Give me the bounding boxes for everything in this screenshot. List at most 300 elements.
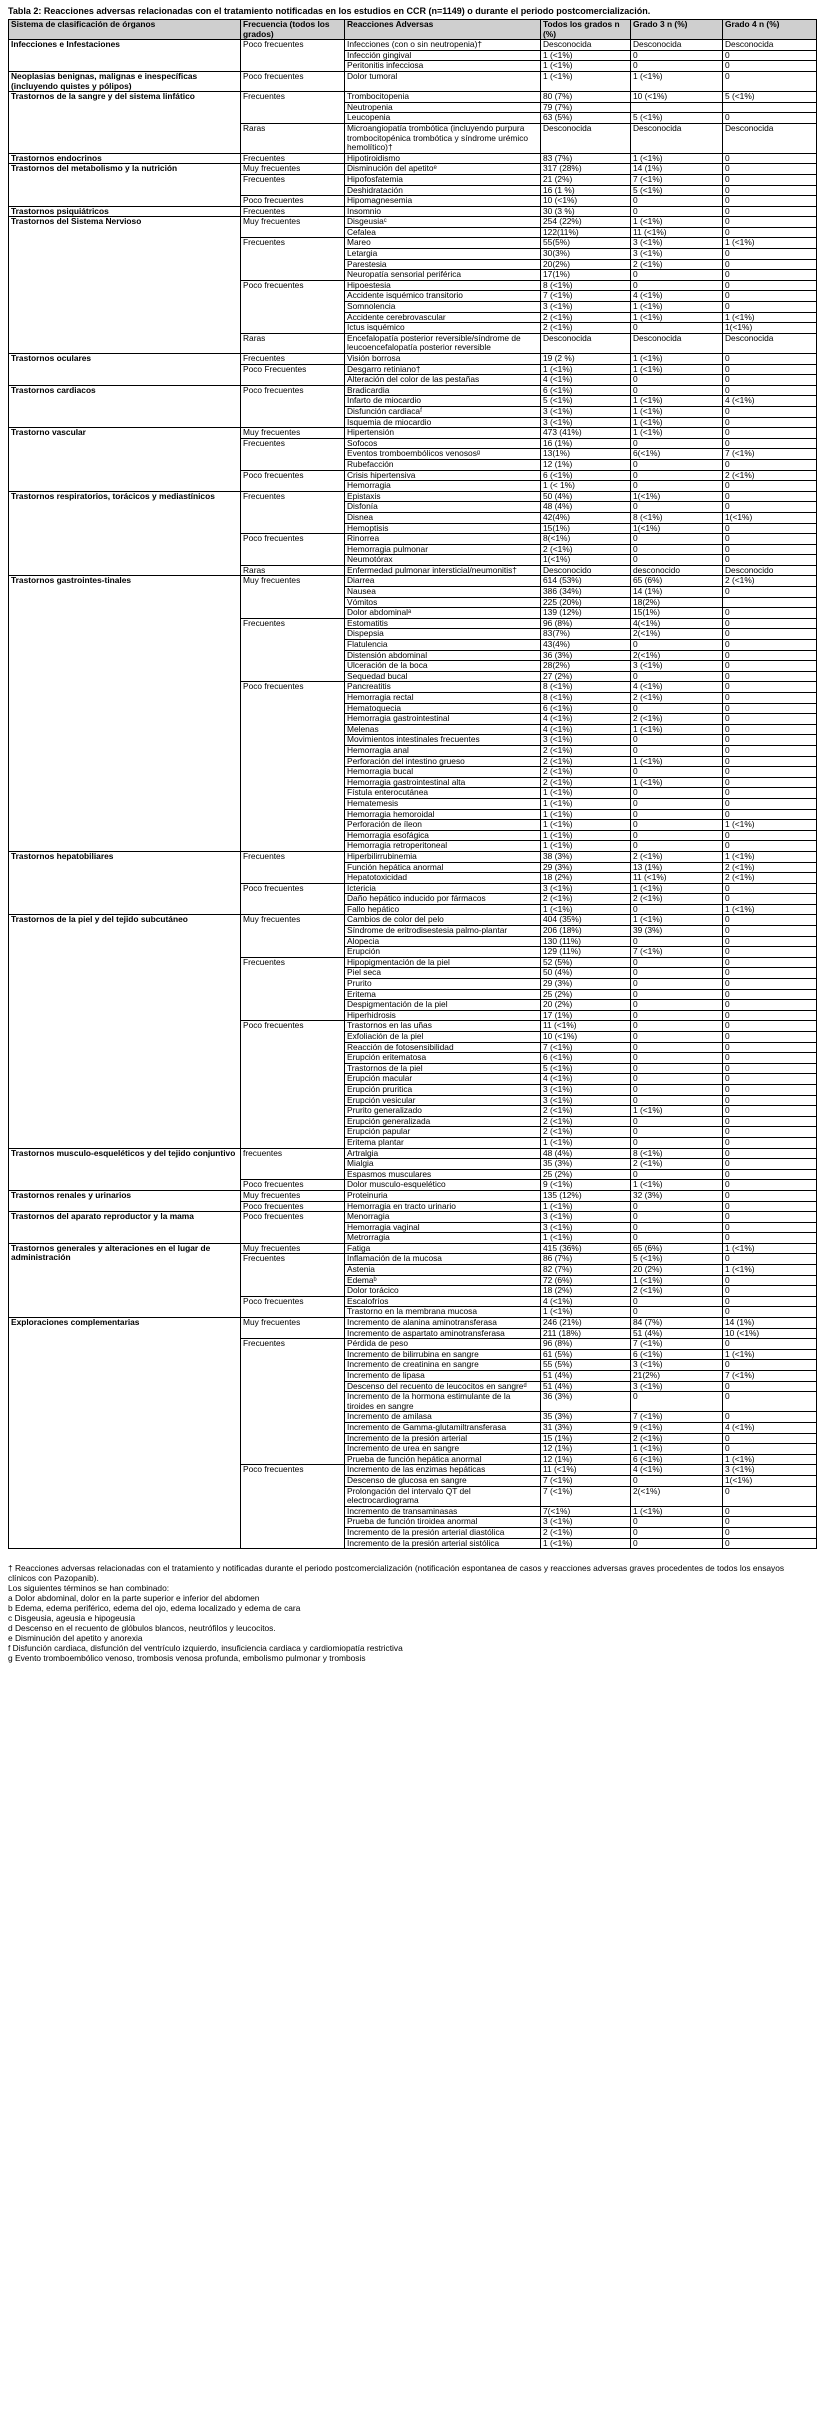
reaction-cell: Flatulencia xyxy=(345,640,541,651)
reaction-cell: Descenso del recuento de leucocitos en sangreᵈ xyxy=(345,1381,541,1392)
reaction-cell: Incremento de bilirrubina en sangre xyxy=(345,1349,541,1360)
all-grades-cell: 1 (<1%) xyxy=(541,830,631,841)
grade-4-cell: 0 xyxy=(723,650,817,661)
reaction-cell: Rubefacción xyxy=(345,459,541,470)
grade-3-cell: Desconocida xyxy=(631,123,723,153)
grade-4-cell: 0 xyxy=(723,1381,817,1392)
frequency-cell: Poco frecuentes xyxy=(241,385,345,427)
all-grades-cell: 415 (36%) xyxy=(541,1243,631,1254)
reaction-cell: Accidente isquémico transitorio xyxy=(345,291,541,302)
grade-3-cell: 0 xyxy=(631,1392,723,1412)
grade-4-cell: 0 xyxy=(723,291,817,302)
all-grades-cell: 16 (1 %) xyxy=(541,185,631,196)
frequency-cell: Poco frecuentes xyxy=(241,40,345,72)
reaction-cell: Dolor musculo-esquelético xyxy=(345,1180,541,1191)
all-grades-cell: 48 (4%) xyxy=(541,1148,631,1159)
grade-3-cell: 0 xyxy=(631,1517,723,1528)
all-grades-cell: 20 (2%) xyxy=(541,1000,631,1011)
reaction-cell: Desgarro retiniano† xyxy=(345,364,541,375)
grade-3-cell: 0 xyxy=(631,788,723,799)
grade-3-cell: 0 xyxy=(631,1010,723,1021)
reaction-cell: Erupción pruritica xyxy=(345,1084,541,1095)
grade-3-cell: 0 xyxy=(631,1296,723,1307)
system-organ-class: Trastorno vascular xyxy=(9,428,241,492)
header-all-grades: Todos los grados n (%) xyxy=(541,20,631,40)
all-grades-cell: 72 (6%) xyxy=(541,1275,631,1286)
grade-4-cell: 0 xyxy=(723,1074,817,1085)
grade-3-cell: 0 xyxy=(631,1169,723,1180)
grade-4-cell: 0 xyxy=(723,1042,817,1053)
grade-3-cell: 11 (<1%) xyxy=(631,227,723,238)
system-organ-class: Trastornos oculares xyxy=(9,354,241,386)
frequency-cell: Poco frecuentes xyxy=(241,1465,345,1549)
grade-4-cell: 0 xyxy=(723,809,817,820)
all-grades-cell: 29 (3%) xyxy=(541,862,631,873)
reaction-cell: Accidente cerebrovascular xyxy=(345,312,541,323)
reaction-cell: Encefalopatía posterior reversible/síndrome de leucoencefalopatía posterior reversible xyxy=(345,333,541,353)
reaction-cell: Visión borrosa xyxy=(345,354,541,365)
grade-4-cell: 0 xyxy=(723,767,817,778)
grade-4-cell: 1 (<1%) xyxy=(723,1265,817,1276)
frequency-cell: Frecuentes xyxy=(241,354,345,365)
reaction-cell: Rinorrea xyxy=(345,534,541,545)
frequency-cell: Frecuentes xyxy=(241,957,345,1021)
grade-4-cell: 7 (<1%) xyxy=(723,1371,817,1382)
grade-4-cell: 0 xyxy=(723,979,817,990)
all-grades-cell: 21 (2%) xyxy=(541,174,631,185)
grade-4-cell: 0 xyxy=(723,417,817,428)
grade-3-cell: 1 (<1%) xyxy=(631,302,723,313)
grade-4-cell: 0 xyxy=(723,693,817,704)
all-grades-cell: 1 (<1%) xyxy=(541,50,631,61)
all-grades-cell: 96 (8%) xyxy=(541,1339,631,1350)
grade-4-cell: 0 xyxy=(723,894,817,905)
reaction-cell: Proteinuria xyxy=(345,1190,541,1201)
grade-4-cell: 2 (<1%) xyxy=(723,862,817,873)
frequency-cell: Muy frecuentes xyxy=(241,217,345,238)
all-grades-cell: 2 (<1%) xyxy=(541,756,631,767)
header-reaction: Reacciones Adversas xyxy=(345,20,541,40)
all-grades-cell: 12 (1%) xyxy=(541,1454,631,1465)
frequency-cell: Poco frecuentes xyxy=(241,883,345,915)
all-grades-cell: 5 (<1%) xyxy=(541,396,631,407)
reaction-cell: Inflamación de la mucosa xyxy=(345,1254,541,1265)
grade-3-cell: 0 xyxy=(631,671,723,682)
grade-3-cell: 1 (<1%) xyxy=(631,396,723,407)
all-grades-cell: 19 (2 %) xyxy=(541,354,631,365)
reaction-cell: Alteración del color de las pestañas xyxy=(345,375,541,386)
grade-3-cell: 7 (<1%) xyxy=(631,1339,723,1350)
all-grades-cell: 3 (<1%) xyxy=(541,883,631,894)
all-grades-cell: 11 (<1%) xyxy=(541,1021,631,1032)
grade-4-cell: 10 (<1%) xyxy=(723,1328,817,1339)
reaction-cell: Hemorragia anal xyxy=(345,745,541,756)
reaction-cell: Hemorragia bucal xyxy=(345,767,541,778)
reaction-cell: Diarrea xyxy=(345,576,541,587)
all-grades-cell: 80 (7%) xyxy=(541,92,631,103)
grade-3-cell: 1 (<1%) xyxy=(631,364,723,375)
grade-3-cell: 1 (<1%) xyxy=(631,71,723,91)
grade-3-cell: 2(<1%) xyxy=(631,650,723,661)
all-grades-cell: 4 (<1%) xyxy=(541,1074,631,1085)
grade-3-cell: 7 (<1%) xyxy=(631,947,723,958)
reaction-cell: Vómitos xyxy=(345,597,541,608)
all-grades-cell: 13(1%) xyxy=(541,449,631,460)
all-grades-cell: 2 (<1%) xyxy=(541,745,631,756)
frequency-cell: Poco frecuentes xyxy=(241,196,345,207)
system-organ-class: Trastornos del aparato reproductor y la mama xyxy=(9,1212,241,1244)
reaction-cell: Infarto de miocardio xyxy=(345,396,541,407)
grade-3-cell: 0 xyxy=(631,703,723,714)
all-grades-cell: 6 (<1%) xyxy=(541,1053,631,1064)
frequency-cell: Frecuentes xyxy=(241,438,345,470)
grade-3-cell: 1 (<1%) xyxy=(631,883,723,894)
all-grades-cell: 50 (4%) xyxy=(541,491,631,502)
reaction-cell: Artralgia xyxy=(345,1148,541,1159)
adverse-reactions-table xyxy=(8,19,817,1549)
table-row xyxy=(9,491,817,502)
all-grades-cell: 3 (<1%) xyxy=(541,1084,631,1095)
grade-4-cell: 0 xyxy=(723,618,817,629)
grade-3-cell: 1 (<1%) xyxy=(631,1275,723,1286)
grade-3-cell: 0 xyxy=(631,1538,723,1549)
table-row xyxy=(9,428,817,439)
reaction-cell: Fatiga xyxy=(345,1243,541,1254)
grade-3-cell: 2(<1%) xyxy=(631,629,723,640)
grade-4-cell: 0 xyxy=(723,375,817,386)
grade-3-cell: 6 (<1%) xyxy=(631,1454,723,1465)
grade-4-cell: 1(<1%) xyxy=(723,323,817,334)
grade-3-cell: 4(<1%) xyxy=(631,618,723,629)
all-grades-cell: 43(4%) xyxy=(541,640,631,651)
grade-4-cell: 0 xyxy=(723,841,817,852)
reaction-cell: Incremento de lipasa xyxy=(345,1371,541,1382)
reaction-cell: Eritema xyxy=(345,989,541,1000)
reaction-cell: Alopecia xyxy=(345,936,541,947)
reaction-cell: Epistaxis xyxy=(345,491,541,502)
reaction-cell: Neutropenia xyxy=(345,102,541,113)
grade-3-cell: 1 (<1%) xyxy=(631,312,723,323)
grade-3-cell: 14 (1%) xyxy=(631,164,723,175)
grade-3-cell: 0 xyxy=(631,502,723,513)
all-grades-cell: 1 (<1%) xyxy=(541,788,631,799)
grade-3-cell: 0 xyxy=(631,438,723,449)
frequency-cell: Poco frecuentes xyxy=(241,1180,345,1191)
grade-4-cell: 0 xyxy=(723,1190,817,1201)
system-organ-class: Trastornos endocrinos xyxy=(9,153,241,164)
table-row xyxy=(9,1318,817,1329)
reaction-cell: Erupción macular xyxy=(345,1074,541,1085)
grade-3-cell: 32 (3%) xyxy=(631,1190,723,1201)
footnote: a Dolor abdominal, dolor en la parte superior e inferior del abdomen xyxy=(8,1593,260,1604)
grade-4-cell: 2 (<1%) xyxy=(723,470,817,481)
grade-4-cell: 0 xyxy=(723,671,817,682)
grade-3-cell: 0 xyxy=(631,1212,723,1223)
grade-3-cell: 0 xyxy=(631,1032,723,1043)
reaction-cell: Erupción xyxy=(345,947,541,958)
reaction-cell: Microangiopatía trombótica (incluyendo purpura trombocitopénica trombótica y síndrome urémico hemolítico)† xyxy=(345,123,541,153)
all-grades-cell: 7(<1%) xyxy=(541,1506,631,1517)
frequency-cell: Frecuentes xyxy=(241,206,345,217)
grade-3-cell: 3 (<1%) xyxy=(631,1360,723,1371)
reaction-cell: Distensión abdominal xyxy=(345,650,541,661)
all-grades-cell: 473 (41%) xyxy=(541,428,631,439)
all-grades-cell: 12 (1%) xyxy=(541,459,631,470)
grade-3-cell: 3 (<1%) xyxy=(631,661,723,672)
frequency-cell: Poco frecuentes xyxy=(241,280,345,333)
grade-3-cell: 65 (6%) xyxy=(631,1243,723,1254)
all-grades-cell: 17(1%) xyxy=(541,270,631,281)
frequency-cell: Poco frecuentes xyxy=(241,1201,345,1212)
grade-3-cell: 1 (<1%) xyxy=(631,417,723,428)
all-grades-cell: 31 (3%) xyxy=(541,1422,631,1433)
frequency-cell: Frecuentes xyxy=(241,618,345,682)
all-grades-cell: 1 (<1%) xyxy=(541,798,631,809)
reaction-cell: Prurito generalizado xyxy=(345,1106,541,1117)
reaction-cell: Neuropatía sensorial periférica xyxy=(345,270,541,281)
grade-4-cell: 0 xyxy=(723,1021,817,1032)
all-grades-cell: 83(7%) xyxy=(541,629,631,640)
grade-4-cell: 0 xyxy=(723,1159,817,1170)
all-grades-cell: 1 (<1%) xyxy=(541,820,631,831)
grade-4-cell: 0 xyxy=(723,968,817,979)
reaction-cell: Mareo xyxy=(345,238,541,249)
table-row xyxy=(9,1212,817,1223)
all-grades-cell: 25 (2%) xyxy=(541,1169,631,1180)
grade-3-cell: 0 xyxy=(631,1021,723,1032)
reaction-cell: Trastornos en las uñas xyxy=(345,1021,541,1032)
grade-4-cell: 0 xyxy=(723,1527,817,1538)
all-grades-cell: 3 (<1%) xyxy=(541,302,631,313)
table-row xyxy=(9,153,817,164)
table-row xyxy=(9,1190,817,1201)
grade-3-cell: 0 xyxy=(631,1095,723,1106)
grade-4-cell: 0 xyxy=(723,1360,817,1371)
grade-3-cell: 0 xyxy=(631,968,723,979)
all-grades-cell: 8 (<1%) xyxy=(541,682,631,693)
grade-3-cell: 2 (<1%) xyxy=(631,894,723,905)
reaction-cell: Disfonía xyxy=(345,502,541,513)
grade-4-cell: 0 xyxy=(723,270,817,281)
all-grades-cell: 1 (<1%) xyxy=(541,904,631,915)
reaction-cell: Incremento de la presión arterial sistólica xyxy=(345,1538,541,1549)
grade-3-cell: 1 (<1%) xyxy=(631,915,723,926)
frequency-cell: Poco frecuentes xyxy=(241,682,345,852)
reaction-cell: Exfoliación de la piel xyxy=(345,1032,541,1043)
grade-4-cell: 0 xyxy=(723,587,817,598)
reaction-cell: Trastornos de la piel xyxy=(345,1063,541,1074)
all-grades-cell: 6 (<1%) xyxy=(541,385,631,396)
grade-4-cell: 4 (<1%) xyxy=(723,396,817,407)
grade-4-cell xyxy=(723,597,817,608)
reaction-cell: Disgeusiaᶜ xyxy=(345,217,541,228)
table-row xyxy=(9,915,817,926)
grade-3-cell: 1(<1%) xyxy=(631,523,723,534)
grade-3-cell: 2 (<1%) xyxy=(631,1433,723,1444)
reaction-cell: Hemorragia gastrointestinal alta xyxy=(345,777,541,788)
grade-3-cell: 0 xyxy=(631,735,723,746)
reaction-cell: Fístula enterocutánea xyxy=(345,788,541,799)
reaction-cell: Erupción eritematosa xyxy=(345,1053,541,1064)
all-grades-cell: 38 (3%) xyxy=(541,851,631,862)
frequency-cell: Poco frecuentes xyxy=(241,534,345,566)
grade-4-cell: 0 xyxy=(723,354,817,365)
grade-3-cell: 9 (<1%) xyxy=(631,1422,723,1433)
grade-4-cell: 0 xyxy=(723,534,817,545)
grade-4-cell: 0 xyxy=(723,745,817,756)
grade-4-cell: 0 xyxy=(723,71,817,91)
grade-3-cell: 4 (<1%) xyxy=(631,682,723,693)
grade-4-cell: 0 xyxy=(723,798,817,809)
grade-3-cell: 0 xyxy=(631,206,723,217)
all-grades-cell: 4 (<1%) xyxy=(541,714,631,725)
reaction-cell: Mialgia xyxy=(345,1159,541,1170)
reaction-cell: Eventos tromboembólicos venososᵍ xyxy=(345,449,541,460)
all-grades-cell: 96 (8%) xyxy=(541,618,631,629)
all-grades-cell: 48 (4%) xyxy=(541,502,631,513)
grade-3-cell: desconocido xyxy=(631,565,723,576)
grade-4-cell: 7 (<1%) xyxy=(723,449,817,460)
reaction-cell: Fallo hepático xyxy=(345,904,541,915)
grade-4-cell: 0 xyxy=(723,1106,817,1117)
all-grades-cell: 30(3%) xyxy=(541,249,631,260)
grade-3-cell: 2 (<1%) xyxy=(631,851,723,862)
reaction-cell: Disminución del apetitoᵉ xyxy=(345,164,541,175)
all-grades-cell: 254 (22%) xyxy=(541,217,631,228)
all-grades-cell: 2 (<1%) xyxy=(541,1116,631,1127)
reaction-cell: Pancreatitis xyxy=(345,682,541,693)
reaction-cell: Descenso de glucosa en sangre xyxy=(345,1475,541,1486)
all-grades-cell: 246 (21%) xyxy=(541,1318,631,1329)
reaction-cell: Hiperbilirrubinemia xyxy=(345,851,541,862)
all-grades-cell: 28(2%) xyxy=(541,661,631,672)
reaction-cell: Incremento de Gamma-glutamiltransferasa xyxy=(345,1422,541,1433)
reaction-cell: Incremento de amilasa xyxy=(345,1412,541,1423)
grade-3-cell: 13 (1%) xyxy=(631,862,723,873)
grade-3-cell: 0 xyxy=(631,820,723,831)
frequency-cell: Frecuentes xyxy=(241,153,345,164)
reaction-cell: Trombocitopenia xyxy=(345,92,541,103)
grade-4-cell: 0 xyxy=(723,1486,817,1506)
system-organ-class: Trastornos de la piel y del tejido subcutáneo xyxy=(9,915,241,1148)
reaction-cell: Disfunción cardiacaᶠ xyxy=(345,406,541,417)
grade-3-cell: 0 xyxy=(631,196,723,207)
system-organ-class: Trastornos psiquiátricos xyxy=(9,206,241,217)
table-row xyxy=(9,1148,817,1159)
grade-4-cell: 0 xyxy=(723,206,817,217)
all-grades-cell: 1 (<1%) xyxy=(541,1307,631,1318)
system-organ-class: Trastornos cardiacos xyxy=(9,385,241,427)
grade-4-cell: 0 xyxy=(723,481,817,492)
reaction-cell: Edemaᵇ xyxy=(345,1275,541,1286)
reaction-cell: Hemorragia xyxy=(345,481,541,492)
all-grades-cell: 8(<1%) xyxy=(541,534,631,545)
grade-4-cell: 0 xyxy=(723,61,817,72)
reaction-cell: Incremento de creatinina en sangre xyxy=(345,1360,541,1371)
grade-4-cell: 0 xyxy=(723,174,817,185)
grade-3-cell: 0 xyxy=(631,375,723,386)
system-organ-class: Trastornos gastrointes-tinales xyxy=(9,576,241,851)
reaction-cell: Melenas xyxy=(345,724,541,735)
grade-3-cell: 1 (<1%) xyxy=(631,406,723,417)
grade-4-cell: 0 xyxy=(723,682,817,693)
grade-3-cell: 10 (<1%) xyxy=(631,92,723,103)
grade-3-cell: 0 xyxy=(631,1475,723,1486)
reaction-cell: Isquemia de miocardio xyxy=(345,417,541,428)
grade-3-cell: 18(2%) xyxy=(631,597,723,608)
grade-3-cell: 1 (<1%) xyxy=(631,724,723,735)
reaction-cell: Nausea xyxy=(345,587,541,598)
frequency-cell: Muy frecuentes xyxy=(241,1190,345,1201)
reaction-cell: Movimientos intestinales frecuentes xyxy=(345,735,541,746)
all-grades-cell: 4 (<1%) xyxy=(541,1296,631,1307)
grade-4-cell: 0 xyxy=(723,385,817,396)
reaction-cell: Bradicardia xyxy=(345,385,541,396)
reaction-cell: Piel seca xyxy=(345,968,541,979)
table-row xyxy=(9,40,817,51)
grade-3-cell: 0 xyxy=(631,1063,723,1074)
grade-4-cell: 0 xyxy=(723,788,817,799)
reaction-cell: Hemorragia vaginal xyxy=(345,1222,541,1233)
grade-3-cell: 2 (<1%) xyxy=(631,714,723,725)
frequency-cell: Muy frecuentes xyxy=(241,428,345,439)
grade-4-cell: 0 xyxy=(723,428,817,439)
frequency-cell: Frecuentes xyxy=(241,238,345,280)
reaction-cell: Disnea xyxy=(345,512,541,523)
grade-4-cell: 0 xyxy=(723,1137,817,1148)
grade-3-cell: 2(<1%) xyxy=(631,1486,723,1506)
all-grades-cell: 3 (<1%) xyxy=(541,417,631,428)
reaction-cell: Sofocos xyxy=(345,438,541,449)
grade-4-cell: 1 (<1%) xyxy=(723,1454,817,1465)
all-grades-cell: 36 (3%) xyxy=(541,1392,631,1412)
grade-4-cell: 0 xyxy=(723,640,817,651)
grade-3-cell: 0 xyxy=(631,798,723,809)
all-grades-cell: 7 (<1%) xyxy=(541,1042,631,1053)
all-grades-cell: 35 (3%) xyxy=(541,1412,631,1423)
frequency-cell: Raras xyxy=(241,565,345,576)
grade-3-cell: 0 xyxy=(631,470,723,481)
reaction-cell: Ictus isquémico xyxy=(345,323,541,334)
all-grades-cell: 3 (<1%) xyxy=(541,1222,631,1233)
all-grades-cell: 1 (<1%) xyxy=(541,364,631,375)
grade-4-cell: 1(<1%) xyxy=(723,1475,817,1486)
all-grades-cell: 139 (12%) xyxy=(541,608,631,619)
reaction-cell: Incremento de urea en sangre xyxy=(345,1444,541,1455)
table-row xyxy=(9,1243,817,1254)
frequency-cell: Frecuentes xyxy=(241,92,345,124)
grade-3-cell: 1 (<1%) xyxy=(631,428,723,439)
reaction-cell: Hipopigmentación de la piel xyxy=(345,957,541,968)
all-grades-cell: 63 (5%) xyxy=(541,113,631,124)
all-grades-cell: 83 (7%) xyxy=(541,153,631,164)
grade-3-cell: 51 (4%) xyxy=(631,1328,723,1339)
grade-4-cell: 1 (<1%) xyxy=(723,312,817,323)
reaction-cell: Dolor tumoral xyxy=(345,71,541,91)
all-grades-cell: 1(<1%) xyxy=(541,555,631,566)
grade-4-cell: 0 xyxy=(723,1254,817,1265)
table-row xyxy=(9,217,817,228)
reaction-cell: Ictericia xyxy=(345,883,541,894)
all-grades-cell: 135 (12%) xyxy=(541,1190,631,1201)
grade-4-cell: 0 xyxy=(723,302,817,313)
all-grades-cell: 12 (1%) xyxy=(541,1444,631,1455)
grade-4-cell: 0 xyxy=(723,523,817,534)
all-grades-cell: 206 (18%) xyxy=(541,926,631,937)
footnote: g Evento tromboembólico venoso, trombosis venosa profunda, embolismo pulmonar y trombosis xyxy=(8,1653,366,1664)
grade-4-cell: 0 xyxy=(723,502,817,513)
all-grades-cell: 35 (3%) xyxy=(541,1159,631,1170)
